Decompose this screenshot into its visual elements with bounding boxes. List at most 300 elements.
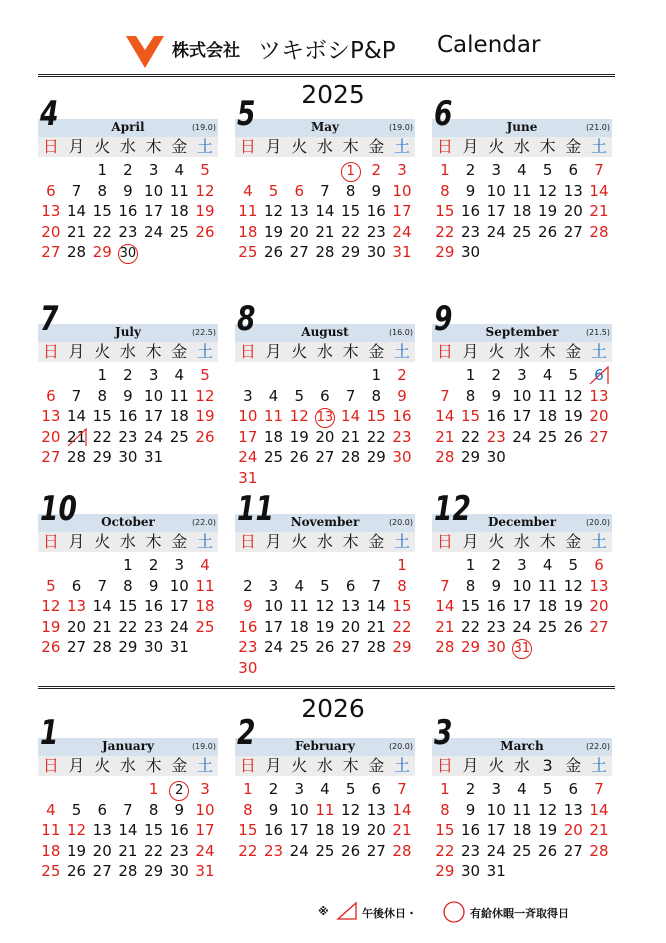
day-cell	[432, 365, 458, 386]
day-cell: 1	[440, 780, 450, 798]
day-cell	[286, 658, 312, 679]
weekday-label: 火	[94, 532, 111, 551]
day-cell: 11	[512, 800, 532, 819]
day-cell: 28	[92, 638, 112, 656]
day-cell: 22	[238, 841, 258, 860]
week-row	[432, 181, 612, 202]
weekday-label: 金	[565, 137, 582, 156]
week-row	[235, 468, 415, 489]
day-cell: 14	[392, 800, 412, 819]
day-cell: 29	[392, 638, 412, 656]
week-row	[235, 820, 415, 841]
day-cell: 20	[41, 427, 61, 446]
paid-leave-circle-icon	[442, 900, 466, 924]
weekday-label: 水	[316, 756, 333, 775]
day-cell: 19	[538, 821, 558, 839]
week-row	[432, 160, 612, 181]
day-cell: 21	[66, 427, 87, 446]
company-prefix: 株式会社	[172, 41, 240, 61]
weekday-label: 日	[436, 342, 453, 361]
day-cell: 2	[371, 161, 382, 179]
day-cell: 30	[486, 448, 506, 466]
day-cell: 6	[594, 556, 604, 574]
day-cell: 28	[118, 862, 138, 880]
day-cell: 19	[41, 617, 61, 636]
month-name: July	[115, 325, 141, 339]
day-cell	[483, 242, 509, 263]
company-brand: ツキボシP&P	[258, 38, 396, 64]
day-cell: 28	[589, 841, 609, 860]
day-cell: 6	[371, 780, 382, 798]
day-cell: 29	[92, 243, 112, 261]
day-cell: 6	[46, 386, 56, 405]
week-row	[235, 658, 415, 679]
working-days-count: (16.0)	[388, 328, 413, 337]
month-name: January	[102, 739, 154, 753]
week-row	[38, 820, 218, 841]
day-cell: 28	[392, 841, 412, 860]
week-row	[432, 820, 612, 841]
day-cell: 3	[491, 161, 501, 179]
day-cell: 11	[195, 576, 215, 595]
day-cell: 6	[320, 386, 330, 405]
day-cell: 10	[512, 386, 532, 405]
day-grid	[38, 365, 218, 468]
day-cell: 6	[294, 181, 304, 200]
week-row	[432, 861, 612, 882]
day-cell	[560, 861, 586, 882]
weekday-label: 土	[196, 137, 213, 156]
day-cell: 9	[397, 386, 407, 405]
day-cell: 26	[315, 638, 335, 656]
day-cell: 14	[118, 821, 138, 839]
day-cell: 30	[460, 243, 481, 261]
paid-leave-day: 13	[315, 408, 335, 428]
day-cell: 9	[465, 800, 476, 819]
day-cell	[338, 160, 364, 181]
month-number: 5	[237, 94, 256, 134]
week-row	[235, 427, 415, 448]
day-cell: 23	[118, 427, 138, 446]
day-cell: 21	[66, 222, 87, 241]
day-cell: 27	[41, 448, 61, 466]
day-cell: 26	[195, 222, 215, 241]
weekday-label: 火	[291, 756, 308, 775]
day-grid	[235, 779, 415, 861]
weekday-label: 土	[393, 532, 410, 551]
day-cell: 2	[465, 780, 476, 798]
day-cell: 1	[440, 161, 450, 179]
week-row	[235, 201, 415, 222]
day-cell: 1	[243, 780, 253, 798]
day-cell: 12	[41, 597, 61, 615]
month-january	[38, 713, 218, 912]
day-cell: 12	[289, 407, 309, 425]
day-cell	[235, 365, 261, 386]
day-cell: 13	[92, 821, 112, 839]
month-number: 12	[434, 489, 471, 529]
working-days-count: (21.0)	[585, 123, 610, 132]
weekday-label: 月	[68, 756, 85, 775]
weekday-header	[432, 137, 612, 157]
day-cell: 24	[144, 222, 164, 241]
day-cell: 16	[486, 407, 506, 425]
day-cell: 5	[345, 780, 356, 798]
day-cell: 6	[46, 181, 56, 200]
day-cell: 20	[366, 821, 386, 839]
day-cell: 10	[392, 181, 412, 200]
day-cell: 21	[435, 427, 455, 446]
week-row	[432, 386, 612, 407]
week-row	[38, 800, 218, 821]
day-cell	[389, 658, 415, 679]
day-cell: 27	[366, 841, 386, 860]
day-cell: 17	[289, 821, 309, 839]
week-row	[432, 637, 612, 658]
week-row	[235, 406, 415, 427]
weekday-label: 木	[342, 532, 359, 551]
day-cell: 4	[294, 576, 304, 595]
day-cell: 3	[294, 780, 304, 798]
week-row	[38, 555, 218, 576]
weekday-label: 土	[393, 137, 410, 156]
day-cell: 5	[268, 181, 279, 200]
day-cell: 23	[486, 427, 506, 446]
day-cell: 2	[123, 366, 133, 384]
day-cell: 25	[169, 427, 189, 446]
day-cell: 17	[144, 407, 164, 425]
day-grid	[432, 160, 612, 263]
day-cell: 13	[589, 386, 609, 405]
day-cell: 12	[538, 181, 558, 200]
weekday-label: 火	[488, 137, 505, 156]
weekday-header	[432, 756, 612, 776]
day-cell: 22	[435, 841, 455, 860]
month-header-bar	[235, 738, 415, 756]
day-cell: 3	[148, 161, 159, 179]
week-row	[235, 576, 415, 597]
day-cell: 18	[512, 821, 532, 839]
month-header-bar	[432, 738, 612, 756]
day-cell: 4	[542, 556, 553, 574]
day-cell: 29	[460, 448, 481, 466]
day-cell: 10	[512, 576, 532, 595]
day-cell	[535, 861, 561, 882]
month-number: 2	[237, 713, 256, 753]
day-cell	[192, 637, 218, 658]
day-cell	[261, 468, 287, 489]
day-cell: 12	[195, 181, 215, 200]
day-cell: 21	[92, 617, 112, 636]
week-row	[432, 800, 612, 821]
weekday-header	[235, 756, 415, 776]
day-cell: 7	[371, 576, 382, 595]
day-cell: 15	[435, 202, 455, 220]
day-cell: 14	[366, 597, 386, 615]
day-cell: 21	[435, 617, 455, 636]
week-row	[432, 841, 612, 862]
weekday-label: 日	[239, 756, 256, 775]
day-cell: 24	[512, 427, 532, 446]
day-cell	[261, 658, 287, 679]
day-cell	[312, 365, 338, 386]
day-cell: 8	[345, 181, 356, 200]
day-cell: 9	[123, 386, 133, 405]
day-cell: 13	[289, 202, 309, 220]
weekday-label: 土	[393, 342, 410, 361]
week-row	[38, 406, 218, 427]
day-cell: 19	[66, 841, 87, 860]
weekday-label: 水	[316, 137, 333, 156]
day-cell: 4	[268, 386, 279, 405]
day-cell: 9	[148, 576, 159, 595]
day-cell	[261, 365, 287, 386]
day-cell: 22	[118, 617, 138, 636]
day-cell: 21	[315, 222, 335, 241]
weekday-label: 金	[368, 532, 385, 551]
weekday-label: 木	[539, 342, 556, 361]
weekday-header	[432, 342, 612, 362]
day-cell: 19	[315, 617, 335, 636]
day-cell	[363, 468, 389, 489]
day-cell: 3	[491, 780, 501, 798]
day-cell: 19	[563, 597, 583, 615]
day-cell: 11	[41, 821, 61, 839]
day-cell: 1	[97, 366, 107, 384]
month-march	[432, 713, 612, 912]
day-cell: 12	[563, 576, 583, 595]
day-cell: 30	[118, 448, 138, 466]
day-cell: 14	[66, 407, 87, 425]
day-cell: 15	[341, 202, 361, 220]
day-cell: 25	[315, 841, 335, 860]
day-cell: 22	[92, 222, 112, 241]
day-cell: 27	[315, 448, 335, 466]
day-cell: 2	[397, 366, 407, 384]
day-cell: 22	[460, 427, 481, 446]
day-cell: 23	[169, 841, 189, 860]
day-cell: 25	[238, 243, 258, 261]
weekday-label: 水	[513, 342, 530, 361]
weekday-label: 金	[368, 342, 385, 361]
weekday-label: 木	[145, 756, 162, 775]
day-cell: 16	[238, 617, 258, 636]
day-cell: 15	[238, 821, 258, 839]
day-cell	[586, 637, 612, 658]
day-cell	[261, 555, 287, 576]
weekday-label: 火	[488, 756, 505, 775]
day-cell: 18	[238, 222, 258, 241]
day-cell: 23	[366, 222, 386, 241]
company-logo-icon	[126, 34, 164, 68]
week-row	[432, 365, 612, 386]
weekday-label: 水	[513, 532, 530, 551]
month-april	[38, 94, 218, 293]
day-cell: 8	[97, 181, 107, 200]
day-cell: 7	[440, 386, 450, 405]
month-july	[38, 299, 218, 498]
weekday-label: 木	[539, 532, 556, 551]
weekday-label: 土	[196, 342, 213, 361]
month-number: 11	[237, 489, 274, 529]
day-cell: 4	[174, 366, 185, 384]
day-cell: 24	[195, 841, 215, 860]
day-cell: 20	[66, 617, 87, 636]
day-cell: 1	[97, 161, 107, 179]
day-cell: 15	[460, 407, 481, 425]
week-row	[38, 576, 218, 597]
day-cell: 11	[315, 800, 335, 819]
weekday-label: 水	[513, 137, 530, 156]
weekday-label: 土	[393, 756, 410, 775]
day-cell: 15	[460, 597, 481, 615]
day-cell	[286, 365, 312, 386]
month-header-bar	[38, 119, 218, 137]
day-cell	[64, 779, 90, 800]
day-cell: 14	[589, 800, 609, 819]
day-cell: 18	[538, 597, 558, 615]
day-cell: 30	[392, 448, 412, 466]
day-cell: 17	[512, 597, 532, 615]
day-cell: 23	[460, 222, 481, 241]
day-cell	[261, 160, 287, 181]
weekday-label: 木	[145, 342, 162, 361]
divider-top	[38, 74, 615, 77]
day-cell	[141, 242, 167, 263]
day-cell: 8	[371, 386, 382, 405]
day-cell: 6	[97, 800, 107, 819]
day-cell: 12	[538, 800, 558, 819]
day-cell: 8	[465, 386, 476, 405]
week-row	[235, 617, 415, 638]
day-cell: 17	[144, 202, 164, 220]
week-row	[235, 779, 415, 800]
weekday-label: 金	[171, 532, 188, 551]
day-cell: 7	[594, 161, 604, 179]
weekday-label: 金	[565, 532, 582, 551]
week-row	[432, 427, 612, 448]
day-cell	[115, 779, 141, 800]
day-cell: 29	[144, 862, 164, 880]
weekday-label: 日	[239, 532, 256, 551]
weekday-label: 火	[291, 532, 308, 551]
day-cell: 16	[118, 407, 138, 425]
day-cell: 17	[512, 407, 532, 425]
working-days-count: (20.0)	[585, 518, 610, 527]
day-cell: 11	[169, 386, 189, 405]
day-cell: 4	[243, 181, 253, 200]
week-row	[235, 447, 415, 468]
day-cell: 31	[392, 243, 412, 261]
day-cell: 12	[263, 202, 284, 220]
week-row	[432, 576, 612, 597]
day-cell	[338, 555, 364, 576]
day-cell: 18	[512, 202, 532, 220]
weekday-label: 月	[462, 532, 479, 551]
day-cell: 11	[169, 181, 189, 200]
weekday-header	[38, 756, 218, 776]
working-days-count: (19.0)	[191, 742, 216, 751]
day-cell: 4	[200, 556, 210, 574]
week-row	[38, 365, 218, 386]
day-cell: 14	[341, 407, 361, 425]
day-cell: 20	[563, 821, 583, 839]
weekday-label: 土	[196, 532, 213, 551]
weekday-label: 月	[265, 342, 282, 361]
week-row	[432, 617, 612, 638]
day-cell	[432, 555, 458, 576]
day-cell: 14	[589, 181, 609, 200]
weekday-label: 水	[119, 137, 136, 156]
weekday-label: 金	[171, 137, 188, 156]
day-cell: 7	[123, 800, 133, 819]
day-cell: 10	[144, 386, 164, 405]
week-row	[432, 555, 612, 576]
day-cell: 7	[345, 386, 356, 405]
day-cell: 20	[341, 617, 361, 636]
day-cell: 27	[589, 617, 609, 636]
month-august	[235, 299, 415, 498]
day-cell: 5	[46, 576, 56, 595]
day-cell: 30	[169, 862, 189, 880]
day-cell	[38, 779, 64, 800]
day-cell	[64, 555, 90, 576]
day-cell	[509, 861, 535, 882]
day-cell: 25	[512, 222, 532, 241]
working-days-count: (22.0)	[585, 742, 610, 751]
day-cell: 26	[538, 222, 558, 241]
day-cell: 4	[517, 161, 527, 179]
week-row	[235, 242, 415, 263]
day-cell: 19	[263, 222, 284, 241]
day-cell: 28	[366, 638, 386, 656]
day-cell: 23	[392, 427, 412, 446]
day-cell	[192, 242, 218, 263]
weekday-label: 火	[488, 342, 505, 361]
week-row	[432, 201, 612, 222]
day-cell: 14	[315, 202, 335, 220]
day-cell: 1	[123, 556, 133, 574]
day-cell: 17	[263, 617, 284, 636]
month-name: February	[294, 739, 355, 753]
half-day-triangle-icon	[336, 901, 358, 921]
weekday-header	[38, 532, 218, 552]
day-cell: 14	[66, 202, 87, 220]
day-cell: 12	[195, 386, 215, 405]
day-cell	[286, 555, 312, 576]
day-cell: 9	[174, 800, 185, 819]
day-cell: 29	[435, 243, 455, 261]
day-cell: 26	[341, 841, 361, 860]
day-cell: 8	[397, 576, 407, 595]
day-cell: 2	[243, 576, 253, 595]
week-row	[38, 779, 218, 800]
day-cell	[586, 447, 612, 468]
day-cell: 3	[243, 386, 253, 405]
month-number: 6	[434, 94, 453, 134]
day-cell: 8	[123, 576, 133, 595]
weekday-label: 金	[565, 342, 582, 361]
day-cell	[235, 555, 261, 576]
day-cell: 19	[563, 407, 583, 425]
weekday-label: 日	[42, 342, 59, 361]
day-cell: 11	[538, 576, 558, 595]
day-cell	[89, 555, 115, 576]
weekday-label: 月	[68, 342, 85, 361]
week-row	[38, 596, 218, 617]
day-cell: 15	[435, 821, 455, 839]
day-cell: 8	[148, 800, 159, 819]
